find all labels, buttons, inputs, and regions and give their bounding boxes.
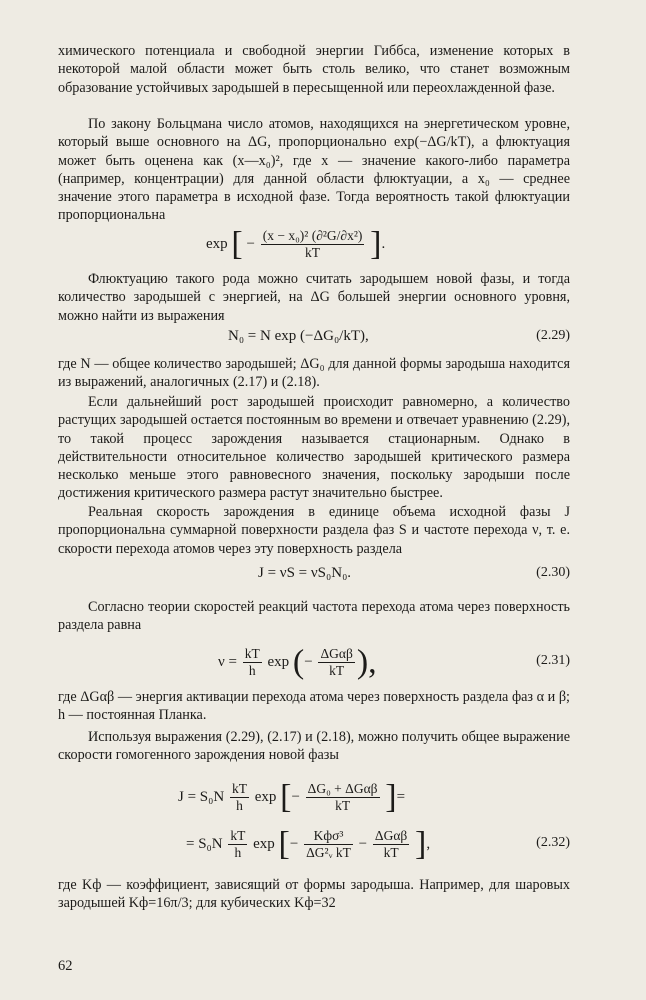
eq-fluct-exp: exp xyxy=(206,235,228,252)
eq-232-l1-kt: kT xyxy=(231,781,247,796)
paragraph-7: Согласно теории скоростей реакций частота перехода атома через поверхность раздела равна xyxy=(58,599,570,634)
eq-232-l2-a-num: Kфσ³ xyxy=(313,828,344,843)
equation-2-32-line1: J = S₀N $\frac{kT}{h}$ exp [− $\frac{\text{ΔG₀ + ΔGαβ}}{kT}$ ]= xyxy=(178,778,406,816)
eq-fluct-den: kT xyxy=(261,244,365,261)
eq-232-l2-lhs: = S₀N xyxy=(186,835,223,852)
eq-231-dg: ΔGαβ xyxy=(320,646,353,661)
equation-2-32-line2: = S₀N $\frac{kT}{h}$ exp [− $\frac{\text{Kфσ³}}{\text{ΔG²ᵥ kT}}$ − $\frac{\text{ΔGαβ}}{kT}$ ], (2.32) xyxy=(186,825,570,863)
eq-fluct-num: (x − x₀)² (∂²G/∂x²) xyxy=(262,228,363,243)
paragraph-3: Флюктуацию такого рода можно считать зародышем новой фазы, и тогда количество зародышей с энергией, на ΔG большей энергии основного уровня, можно найти из выражения xyxy=(58,271,570,324)
eq-232-l2-b-num: ΔGαβ xyxy=(374,828,408,843)
paragraph-5: Если дальнейший рост зародышей происходит равномерно, а количество растущих зародышей остается постоянным во времени и отвечает уравнению (2.29), то такой процесс зарождения называется стационарным. Однако в действительности относительное количество зародышей критического размера несколько меньше этого равновесного значения, поскольку зародыши после достижения критического размера растут значительно быстрее. xyxy=(58,394,570,502)
eq-232-number: (2.32) xyxy=(536,835,570,850)
eq-232-l1-h: h xyxy=(230,797,249,814)
eq-232-l1-den: kT xyxy=(306,797,380,814)
eq-232-l2-b-den: kT xyxy=(373,844,409,861)
equation-2-30 xyxy=(58,558,570,588)
eq-232-l1-exp: exp xyxy=(254,788,277,805)
eq-232-l1-lhs: J = S₀N xyxy=(178,788,225,805)
eq-231-kt2: kT xyxy=(318,662,354,679)
paragraph-9: Используя выражения (2.29), (2.17) и (2.18), можно получить общее выражение скорости гомогенного зарождения новой фазы xyxy=(58,729,570,764)
eq-231-trail: ), xyxy=(356,643,377,681)
paragraph-4: где N — общее количество зародышей; ΔG₀ для данной формы зародыша находится из выражений, аналогичных (2.17) и (2.18). xyxy=(58,356,570,391)
paragraph-10: где Kф — коэффициент, зависящий от формы зародыша. Например, для шаровых зародышей Kф=16π/3; для кубических Kф=32 xyxy=(58,877,570,912)
equation-2-31: ν = $\frac{kT}{h}$ exp (− $\frac{\text{ΔGαβ}}{kT}$ ), (2.31) xyxy=(218,643,570,681)
eq-231-lhs: ν = xyxy=(218,653,237,670)
eq-231-h: h xyxy=(243,662,262,679)
eq-232-l2-exp: exp xyxy=(253,835,275,852)
paragraph-1: химического потенциала и свободной энергии Гиббса, изменение которых в некоторой малой области может быть столь велико, что станет возможным образование устойчивых зародышей в пересыщенной или переохлажденной фазе. xyxy=(58,43,570,96)
eq-232-l1-trail: = xyxy=(396,788,406,805)
paragraph-2: По закону Больцмана число атомов, находящихся на энергетическом уровне, который выше основного на ΔG, пропорционально exp(−ΔG/kT), а флюктуация может быть оценена как (x—x₀)², где x — значение какого-либо параметра (например, концентрации) для данной области флюктуации, а x₀ — среднее значение этого параметра в исходной фазе. Тогда вероятность такой флюктуации пропорциональна xyxy=(58,116,570,224)
eq-232-l2-kt: kT xyxy=(230,828,246,843)
paragraph-8: где ΔGαβ — энергия активации перехода атома через поверхность раздела фаз α и β; h — постоянная Планка. xyxy=(58,689,570,724)
eq-232-l2-h: h xyxy=(228,844,247,861)
eq-230-number: (2.30) xyxy=(536,565,570,580)
eq-231-exp: exp xyxy=(267,653,290,670)
eq-231-kt: kT xyxy=(244,646,260,661)
eq-232-l1-num: ΔG₀ + ΔGαβ xyxy=(307,781,378,796)
eq-231-number: (2.31) xyxy=(536,653,570,668)
eq-232-l2-a-den: ΔG²ᵥ kT xyxy=(306,845,351,860)
page-number: 62 xyxy=(58,958,73,974)
eq-232-l2-trail: , xyxy=(426,835,431,852)
paragraph-6: Реальная скорость зарождения в единице объема исходной фазы J пропорциональна суммарной поверхности раздела фаз S и частоте перехода ν, т. е. скорости перехода атомов через эту поверхность раздела xyxy=(58,504,570,557)
eq-fluct-trail: . xyxy=(381,235,386,252)
eq-229-number: (2.29) xyxy=(536,328,570,343)
equation-fluctuation: exp [ − $\frac{\text{(x − x₀)² (∂²G/∂x²)}}{kT}$ ]. xyxy=(206,225,386,263)
equation-2-29 xyxy=(58,321,570,351)
eq-229-formula: N₀ = N exp (−ΔG₀/kT), xyxy=(228,328,369,344)
eq-230-formula: J = νS = νS₀N₀. xyxy=(258,565,352,581)
